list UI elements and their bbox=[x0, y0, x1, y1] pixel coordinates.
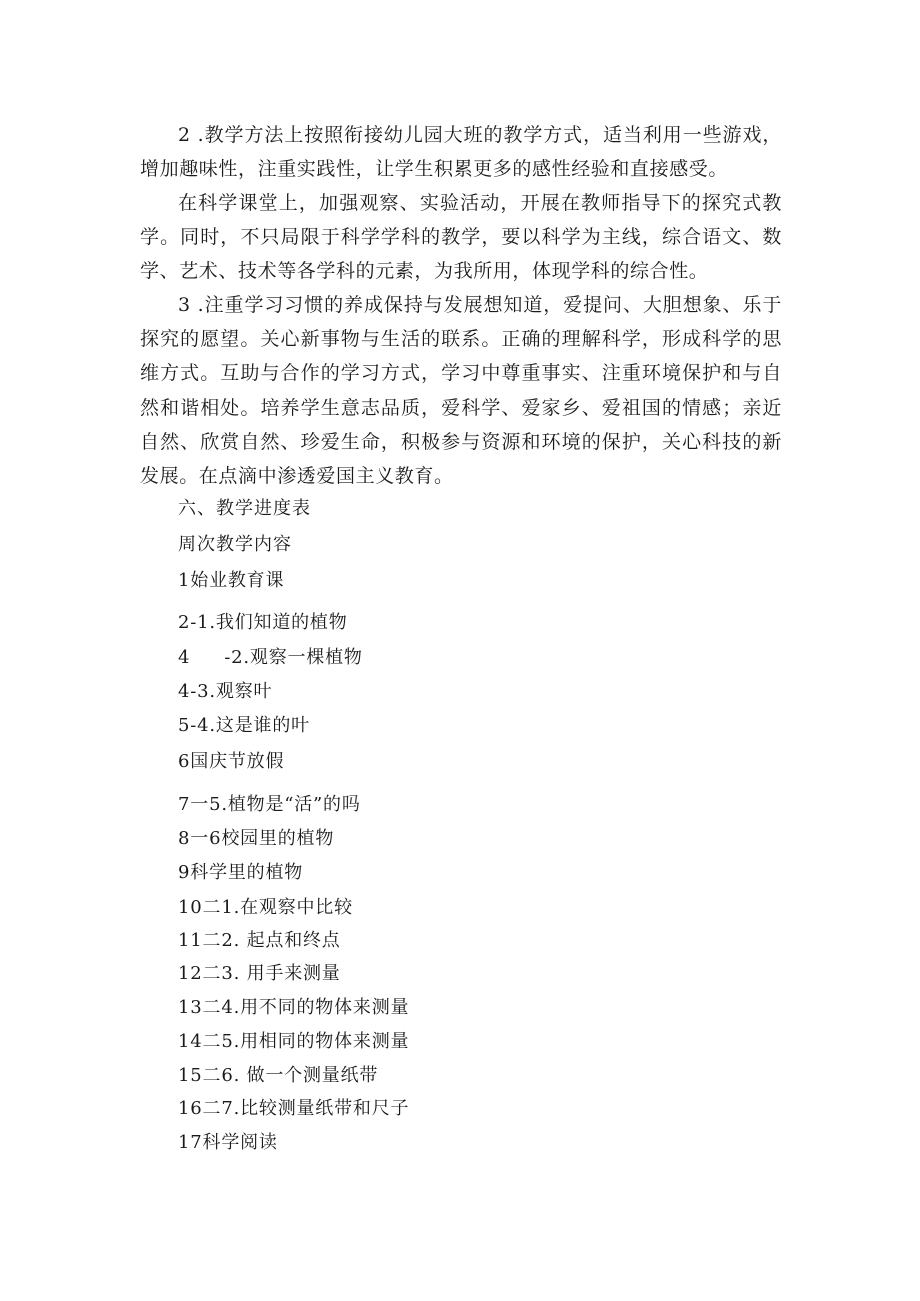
week-number: 5- bbox=[178, 715, 198, 736]
schedule-row bbox=[178, 680, 272, 704]
week-content: 1.我们知道的植物 bbox=[197, 612, 348, 633]
week-content: 科学阅读 bbox=[202, 1132, 278, 1153]
week-content: 国庆节放假 bbox=[190, 751, 285, 772]
schedule-row bbox=[178, 611, 348, 635]
week-content: -2.观察一棵植物 bbox=[224, 647, 363, 668]
week-number: 9 bbox=[178, 862, 191, 883]
schedule-row bbox=[178, 962, 341, 986]
week-number: 7 bbox=[178, 794, 191, 815]
week-content: 二4.用不同的物体来测量 bbox=[202, 997, 410, 1018]
week-number: 4- bbox=[178, 681, 198, 702]
week-number: 15 bbox=[178, 1065, 203, 1086]
week-number: 8 bbox=[178, 828, 191, 849]
week-number: 12 bbox=[178, 963, 203, 984]
week-number: 14 bbox=[178, 1031, 203, 1052]
week-content: 科学里的植物 bbox=[190, 862, 304, 883]
week-number: 13 bbox=[178, 997, 203, 1018]
schedule-row bbox=[178, 929, 341, 953]
schedule-row bbox=[178, 827, 334, 851]
week-number: 17 bbox=[178, 1132, 203, 1153]
schedule-row bbox=[178, 896, 353, 920]
week-content: 二7.比较测量纸带和尺子 bbox=[202, 1098, 410, 1119]
paragraph-study-habits: 3 .注重学习习惯的养成保持与发展想知道，爱提问、大胆想象、乐于探究的愿望。关心新事物与生活的联系。正确的理解科学，形成科学的思维方式。互助与合作的学习方式，学习中尊重事实、注重环境保护和与自然和谐相处。培养学生意志品质，爱科学、爱家乡、爱祖国的情感；亲近自然、欣赏自然、珍爱生命，积极参与资源和环境的保护，关心科技的新发展。在点滴中渗透爱国主义教育。 bbox=[140, 294, 782, 488]
paragraph-teaching-method: 2 .教学方法上按照衔接幼儿园大班的教学方式，适当利用一些游戏，增加趣味性，注重实践性，让学生积累更多的感性经验和直接感受。 bbox=[140, 124, 782, 181]
schedule-row bbox=[178, 861, 303, 885]
week-number: 2- bbox=[178, 612, 198, 633]
schedule-row bbox=[178, 1097, 409, 1121]
week-content: 3.观察叶 bbox=[197, 681, 273, 702]
paragraph-science-class: 在科学课堂上，加强观察、实验活动，开展在教师指导下的探究式教学。同时，不只局限于科学学科的教学，要以科学为主线，综合语文、数学、艺术、技术等各学科的元素，为我所用，体现学科的综合性。 bbox=[140, 192, 782, 283]
week-number: 6 bbox=[178, 751, 191, 772]
week-content: 4.这是谁的叶 bbox=[197, 715, 310, 736]
schedule-row bbox=[178, 996, 409, 1020]
schedule-row bbox=[178, 714, 310, 738]
week-content: 二3. 用手来测量 bbox=[202, 963, 341, 984]
week-number: 16 bbox=[178, 1098, 203, 1119]
week-content: 一5.植物是“活”的吗 bbox=[190, 794, 361, 815]
week-content: 二1.在观察中比较 bbox=[202, 897, 353, 918]
week-number: 10 bbox=[178, 897, 203, 918]
section-title: 六、教学进度表 bbox=[178, 498, 311, 519]
week-number: 11 bbox=[178, 930, 203, 951]
schedule-row bbox=[178, 750, 284, 774]
week-number: 4 bbox=[178, 647, 191, 668]
schedule-row bbox=[178, 646, 363, 670]
week-content: 始业教育课 bbox=[190, 570, 285, 591]
schedule-row bbox=[178, 1064, 378, 1088]
schedule-row bbox=[178, 793, 361, 817]
schedule-row bbox=[178, 1131, 278, 1155]
week-content: 一6校园里的植物 bbox=[190, 828, 335, 849]
week-number: 1 bbox=[178, 570, 191, 591]
week-content: 二5.用相同的物体来测量 bbox=[202, 1031, 410, 1052]
week-content: 二2. 起点和终点 bbox=[202, 930, 341, 951]
schedule-row bbox=[178, 569, 284, 593]
schedule-row bbox=[178, 1030, 409, 1054]
week-content: 二6. 做一个测量纸带 bbox=[202, 1065, 379, 1086]
schedule-header: 周次教学内容 bbox=[178, 534, 292, 555]
